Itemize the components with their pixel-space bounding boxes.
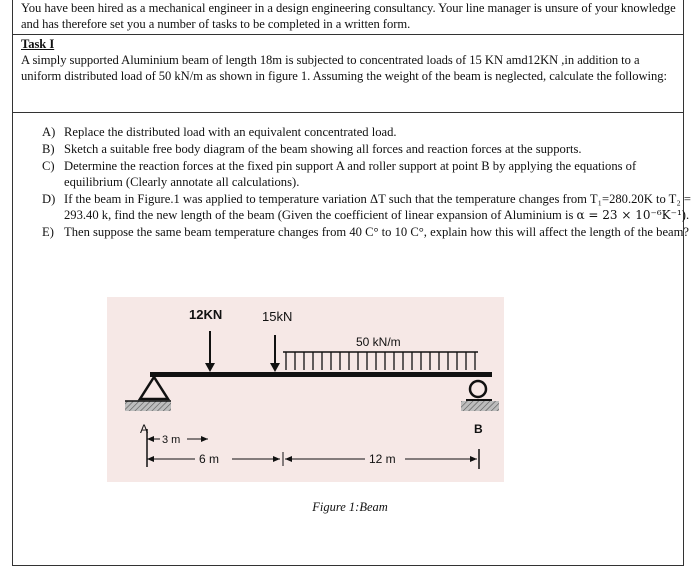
load-15kn-label: 15kN [262,309,293,324]
question-list [42,124,694,241]
question-e [42,224,694,240]
section-divider [13,34,683,35]
question-text: If the beam in Figure.1 was applied to temperature variation ΔT such that the temperature changes from T₁=280.20K to T₂ = 293.40 k, find the new length of the beam (Given the coefficient of linear expansion of Aluminium is [64,192,692,222]
dim-6m-label: 6 m [199,452,220,466]
support-a-label: A [140,422,149,436]
figure-caption: Figure 1:Beam [312,500,388,514]
beam-diagram [107,297,504,482]
question-letter: C) [42,159,55,173]
question-b [42,141,694,157]
question-a [42,124,694,140]
question-text: Replace the distributed load with an equivalent concentrated load. [64,125,397,139]
beam [150,372,492,377]
udl-label: 50 kN/m [356,335,401,349]
question-letter: A) [42,125,56,139]
roller-support-b [461,381,499,411]
load-15kn-arrowhead [270,363,280,372]
question-letter: D) [42,192,56,206]
section-divider [13,112,683,113]
load-12kn-arrowhead [205,363,215,372]
question-text: Sketch a suitable free body diagram of the beam showing all forces and reaction forces at the supports. [64,142,582,156]
dim-12m-label: 12 m [369,452,396,466]
support-b-label: B [474,422,483,436]
question-letter: E) [42,225,54,239]
question-text: Then suppose the same beam temperature changes from 40 C° to 10 C°, explain how this will affect the length of the beam? [64,225,690,239]
udl-load [283,352,478,370]
dim-3m-label: 3 m [162,434,181,446]
task-title: Task I [21,37,55,51]
question-text-end: ). [681,208,690,222]
alpha-formula: α = 23 × 10⁻⁶K⁻¹ [576,208,682,222]
beam-figure [107,297,504,482]
intro-paragraph: You have been hired as a mechanical engineer in a design engineering consultancy. Your line manager is unsure of your knowledge and has therefore set you a number of tasks to be completed in a written form. [21,1,676,31]
question-text: Determine the reaction forces at the fixed pin support A and roller support at point B by applying the equations of equilibrium (Clearly annotate all calculations). [64,159,637,189]
load-12kn-label: 12KN [189,307,223,322]
question-letter: B) [42,142,55,156]
question-c [42,158,694,190]
pin-support-a [125,377,171,411]
task-body: A simply supported Aluminium beam of length 18m is subjected to concentrated loads of 15 KN amd12KN ,in addition to a uniform distributed load of 50 kN/m as shown in figure 1. Assuming the weight of the beam is neglected, calculate the following: [21,53,667,83]
question-d [42,191,694,223]
